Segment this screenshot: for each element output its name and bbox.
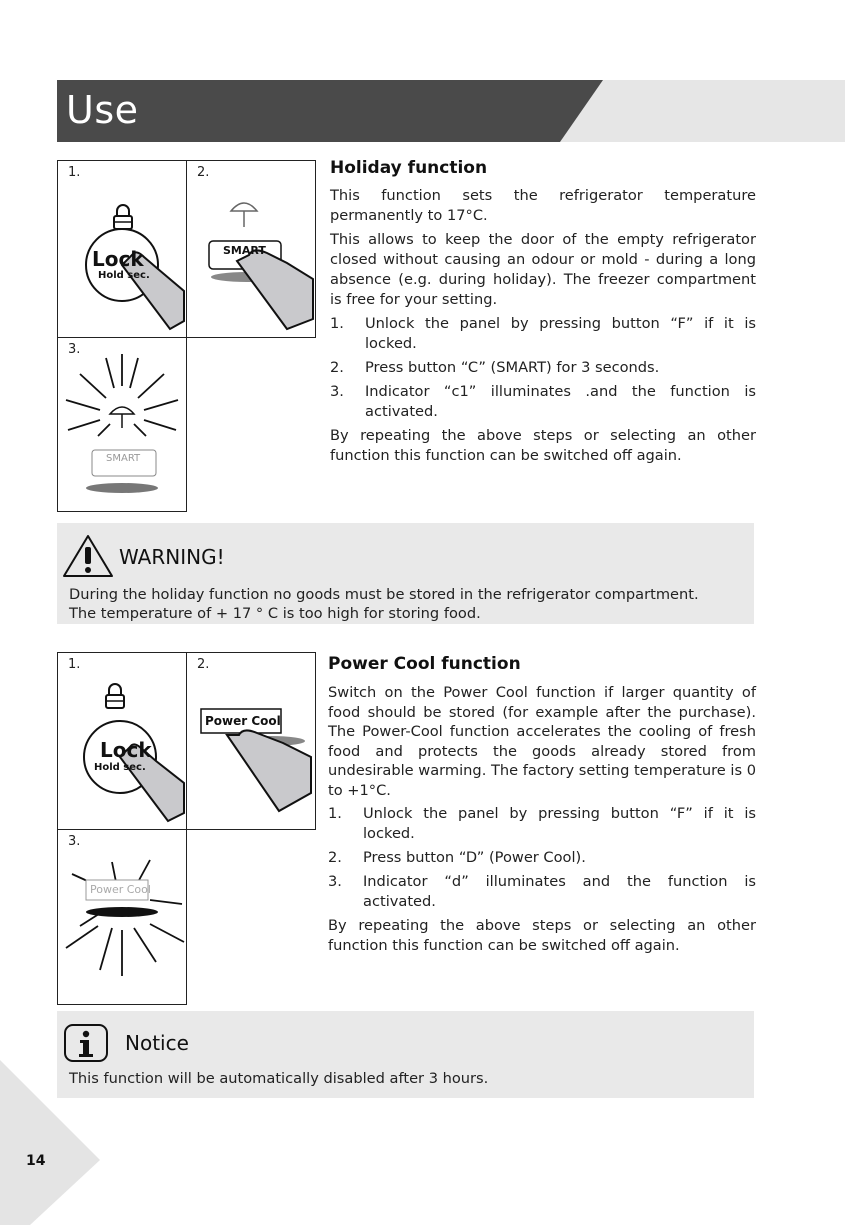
- rays: [66, 860, 184, 976]
- holiday-panel-2: [186, 160, 316, 338]
- panel-number: 2.: [197, 657, 210, 672]
- notice-title: Notice: [125, 1031, 189, 1055]
- powercool-panel-3: [57, 829, 187, 1005]
- paragraph: By repeating the above steps or selecting an other function this function can be switched off again.: [330, 427, 756, 464]
- notice-text: This function will be automatically disabled after 3 hours.: [69, 1070, 489, 1087]
- warning-line: During the holiday function no goods must be stored in the refrigerator compartment.: [69, 586, 699, 603]
- lock-icon: [114, 205, 132, 229]
- lock-label: Lock: [100, 738, 152, 762]
- step-number: 3.: [328, 873, 342, 890]
- powercool-button-label: Power Cool: [205, 714, 281, 728]
- list-item: [328, 872, 756, 912]
- panel-number: 1.: [68, 657, 81, 672]
- panel-number: 3.: [68, 342, 81, 357]
- smart-label: SMART: [223, 244, 266, 257]
- holiday-panel-1: [57, 160, 187, 338]
- holiday-panel-3: [57, 337, 187, 512]
- powercool-panel-2: [186, 652, 316, 830]
- umbrella-icon: [110, 407, 134, 428]
- step-number: 2.: [330, 359, 344, 376]
- paragraph: This function sets the refrigerator temperature permanently to 17°C.: [330, 187, 756, 224]
- section-title: Power Cool function: [328, 654, 521, 674]
- powercool-section: [328, 654, 756, 960]
- list-item: [328, 804, 756, 844]
- info-icon: [63, 1023, 109, 1063]
- paragraph: Switch on the Power Cool function if larger quantity of food should be stored (for example after the purchase). The Power-Cool function accelerates the cooling of fresh food and protects the goods already stored from undesirable warming. The factory setting temperature is 0 to +1°C.: [328, 684, 756, 799]
- notice-box: [57, 1011, 754, 1098]
- step-text: Indicator “c1” illuminates .and the function is activated.: [365, 383, 756, 420]
- panel-number: 1.: [68, 165, 81, 180]
- umbrella-icon: [231, 203, 257, 227]
- section-title: Holiday function: [330, 158, 488, 178]
- list-item: [330, 382, 756, 422]
- list-item: [328, 848, 756, 868]
- step-number: 2.: [328, 849, 342, 866]
- step-text: Unlock the panel by pressing button “F” if it is locked.: [363, 805, 756, 842]
- list-item: [330, 314, 756, 354]
- step-number: 3.: [330, 383, 344, 400]
- paragraph: By repeating the above steps or selecting an other function this function can be switched off again.: [328, 917, 756, 954]
- step-text: Unlock the panel by pressing button “F” if it is locked.: [365, 315, 756, 352]
- powercool-indicator-illustration: [58, 830, 186, 1004]
- warning-line: The temperature of + 17 ° C is too high for storing food.: [69, 605, 481, 622]
- holiday-indicator-illustration: [58, 338, 186, 511]
- step-text: Press button “C” (SMART) for 3 seconds.: [365, 359, 660, 376]
- step-number: 1.: [330, 315, 344, 332]
- lock-label: Lock: [92, 247, 144, 271]
- step-number: 1.: [328, 805, 342, 822]
- header-band: [57, 80, 603, 142]
- paragraph: This allows to keep the door of the empty refrigerator closed without causing an odour or mold - during a long absence (e.g. during holiday). The freezer compartment is free for your setting.: [330, 231, 756, 308]
- powercool-press-illustration: [187, 653, 315, 829]
- holiday-section: [330, 158, 756, 470]
- page-header-title: Use: [66, 88, 139, 132]
- warning-icon: [62, 533, 114, 579]
- warning-title: WARNING!: [119, 545, 225, 569]
- page-number: 14: [26, 1153, 46, 1169]
- hand-icon: [237, 250, 313, 329]
- panel-number: 2.: [197, 165, 210, 180]
- steps-list: [328, 804, 756, 912]
- header-right-shape: [560, 80, 845, 142]
- lock-sublabel: Hold sec.: [94, 762, 146, 773]
- steps-list: [330, 314, 756, 422]
- step-text: Indicator “d” illuminates and the function is activated.: [363, 873, 756, 910]
- powercool-panel-1: [57, 652, 187, 830]
- powercool-button-label: Power Cool: [90, 883, 151, 896]
- smart-label: SMART: [106, 453, 141, 464]
- panel-number: 3.: [68, 834, 81, 849]
- step-text: Press button “D” (Power Cool).: [363, 849, 586, 866]
- list-item: [330, 358, 756, 378]
- warning-box: [57, 523, 754, 624]
- lock-sublabel: Hold sec.: [98, 270, 150, 281]
- lock-icon: [106, 684, 124, 708]
